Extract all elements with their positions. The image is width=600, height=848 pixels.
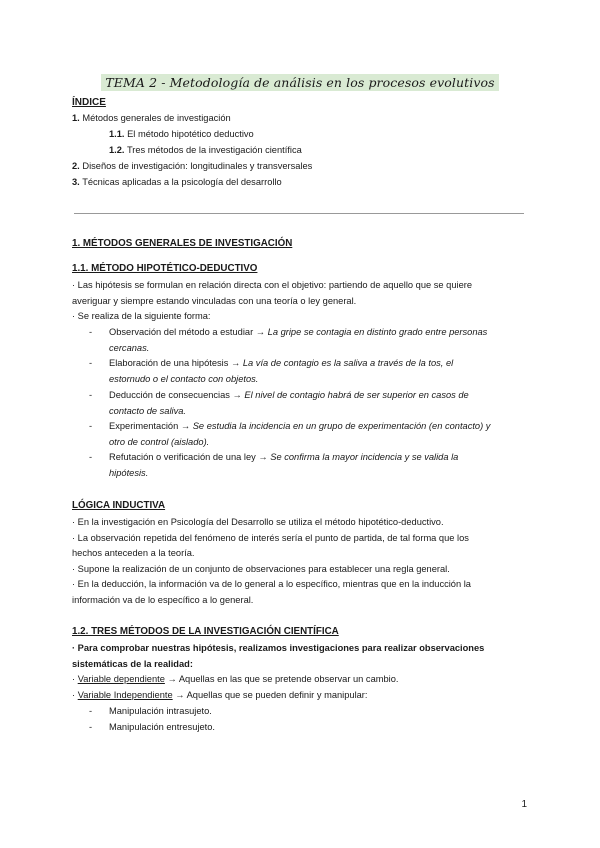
text-line: · En la investigación en Psicología del Desarrollo se utiliza el método hipotético-deductivo. xyxy=(72,517,444,527)
index-num: 2. xyxy=(72,161,80,171)
manipulation-list-item xyxy=(89,704,529,720)
text-line: · Las hipótesis se formulan en relación directa con el objetivo: partiendo de aquello que se quiere xyxy=(72,280,473,290)
step-list-item xyxy=(89,356,529,388)
dash: - xyxy=(89,706,93,716)
step-label: Experimentación → xyxy=(109,421,191,431)
step-example: La gripe se contagia en distinto grado entre personas xyxy=(267,327,488,337)
term-definition: → Aquellas en las que se pretende observar un cambio. xyxy=(164,674,399,685)
text-line: · Supone la realización de un conjunto de observaciones para establecer una regla general. xyxy=(72,563,450,574)
step-example: La vía de contagio es la saliva a través de la tos, el xyxy=(242,358,454,368)
index-item-1-1 xyxy=(109,129,254,139)
logica-body xyxy=(72,515,532,609)
bullet-prefix: · xyxy=(72,674,78,685)
step-example-cont: estornudo o el contacto con objetos. xyxy=(109,373,259,384)
index-item-2 xyxy=(72,161,312,171)
section-1-2-body xyxy=(72,641,532,703)
text-line: averiguar y siempre estando vinculadas con una teoría o ley general. xyxy=(72,295,357,306)
divider xyxy=(74,213,524,214)
step-list-item xyxy=(89,419,529,451)
term-independent-variable: Variable Independiente xyxy=(77,689,173,700)
text-line: sistemáticas de la realidad: xyxy=(72,658,193,669)
dash: - xyxy=(89,452,93,462)
section-1-heading: 1. MÉTODOS GENERALES DE INVESTIGACIÓN xyxy=(72,238,293,249)
manipulation-list-item xyxy=(89,720,529,736)
step-label: Refutación o verificación de una ley → xyxy=(109,452,268,462)
dash: - xyxy=(89,421,93,431)
index-item-3 xyxy=(72,177,282,187)
page-title: TEMA 2 - Metodología de análisis en los procesos evolutivos xyxy=(101,74,498,91)
step-example-cont: otro de control (aislado). xyxy=(109,436,210,447)
index-text: Tres métodos de la investigación científica xyxy=(126,145,302,155)
index-num: 1. xyxy=(72,113,80,123)
step-example-cont: contacto de saliva. xyxy=(109,405,187,416)
term-dependent-variable: Variable dependiente xyxy=(77,674,165,685)
title-wrap xyxy=(0,74,600,91)
list-text: Manipulación intrasujeto. xyxy=(109,706,212,716)
index-heading: ÍNDICE xyxy=(72,97,106,108)
index-num: 1.2. xyxy=(109,145,125,155)
text-line: · Para comprobar nuestras hipótesis, realizamos investigaciones para realizar observaciones xyxy=(72,643,485,653)
step-list-item xyxy=(89,450,529,482)
dash: - xyxy=(89,327,93,337)
step-example: Se estudia la incidencia en un grupo de experimentación (en contacto) y xyxy=(192,421,491,431)
index-item-1-2 xyxy=(109,145,302,155)
step-example: Se confirma la mayor incidencia y se valida la xyxy=(270,452,459,462)
index-num: 1.1. xyxy=(109,129,125,139)
index-text: El método hipotético deductivo xyxy=(127,129,254,139)
index-item-1 xyxy=(72,113,231,123)
list-text: Manipulación entresujeto. xyxy=(109,722,215,732)
dash: - xyxy=(89,390,93,400)
index-text: Diseños de investigación: longitudinales y transversales xyxy=(82,161,313,171)
text-line: · En la deducción, la información va de lo general a lo específico, mientras que en la inducción la xyxy=(72,579,471,590)
step-list-item xyxy=(89,388,529,420)
logica-heading: LÓGICA INDUCTIVA xyxy=(72,500,166,511)
index-text: Técnicas aplicadas a la psicología del desarrollo xyxy=(82,177,282,187)
text-line: información va de lo específico a lo general. xyxy=(72,594,254,605)
page-number: 1 xyxy=(521,799,527,810)
dash: - xyxy=(89,722,93,732)
step-list-item xyxy=(89,325,529,357)
index-text: Métodos generales de investigación xyxy=(82,113,231,123)
dash: - xyxy=(89,358,93,368)
step-example-cont: cercanas. xyxy=(109,342,150,353)
text-line: · La observación repetida del fenómeno de interés sería el punto de partida, de tal forma que los xyxy=(72,532,469,543)
text-line: · Se realiza de la siguiente forma: xyxy=(72,311,211,322)
independent-variable-line xyxy=(72,688,532,704)
section-1-2-heading: 1.2. TRES MÉTODOS DE LA INVESTIGACIÓN CIENTÍFICA xyxy=(72,626,339,637)
index-num: 3. xyxy=(72,177,80,187)
step-label: Observación del método a estudiar → xyxy=(109,327,266,337)
step-label: Elaboración de una hipótesis → xyxy=(109,358,241,368)
step-example: El nivel de contagio habrá de ser superior en casos de xyxy=(244,390,469,400)
section-1-1-heading: 1.1. MÉTODO HIPOTÉTICO-DEDUCTIVO xyxy=(72,263,258,274)
hd-intro xyxy=(72,278,532,325)
dependent-variable-line xyxy=(72,672,532,688)
term-definition: → Aquellas que se pueden definir y manipular: xyxy=(172,689,368,700)
step-label: Deducción de consecuencias → xyxy=(109,390,242,400)
text-line: hechos anteceden a la teoría. xyxy=(72,548,195,559)
bullet-prefix: · xyxy=(72,689,78,700)
step-example-cont: hipótesis. xyxy=(109,467,149,478)
